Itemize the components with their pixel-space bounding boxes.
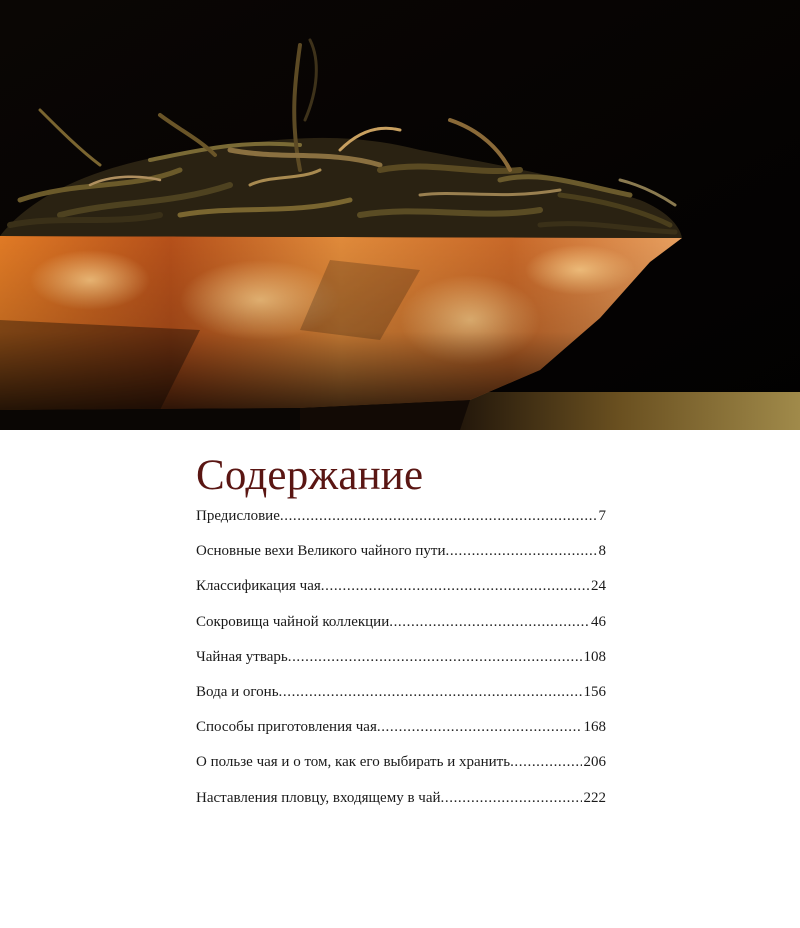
toc-item-page: 7 <box>598 508 606 524</box>
dot-leader <box>377 719 582 736</box>
toc-item-page: 46 <box>591 613 606 630</box>
toc-item-label: Чайная утварь <box>196 648 288 665</box>
toc-item[interactable] <box>196 649 606 684</box>
toc-item[interactable] <box>196 614 606 649</box>
table-of-contents <box>196 452 606 825</box>
toc-item-page: 206 <box>583 754 606 771</box>
toc-item[interactable] <box>196 508 606 543</box>
dot-leader <box>279 684 582 701</box>
toc-item-label: Классификация чая <box>196 578 321 595</box>
toc-item[interactable] <box>196 719 606 754</box>
dot-leader <box>389 614 589 631</box>
dot-leader <box>510 754 581 771</box>
hero-photo <box>0 0 800 430</box>
tea-bowl-illustration <box>0 0 800 430</box>
toc-title: Содержание <box>196 452 424 499</box>
toc-item-label: Вода и огонь <box>196 683 279 700</box>
toc-item-page: 108 <box>583 648 606 665</box>
toc-item-label: О пользе чая и о том, как его выбирать и хранить <box>196 754 511 771</box>
toc-item-label: Основные вехи Великого чайного пути <box>196 543 446 560</box>
toc-item-label: Наставления пловцу, входящему в чай <box>196 789 441 806</box>
toc-item-label: Способы приготовления чая <box>196 719 377 736</box>
toc-item[interactable] <box>196 578 606 613</box>
toc-item-page: 156 <box>583 683 606 700</box>
dot-leader <box>280 508 597 525</box>
dot-leader <box>288 649 582 666</box>
dot-leader <box>321 578 589 595</box>
toc-item-page: 24 <box>591 578 606 595</box>
toc-item[interactable] <box>196 684 606 719</box>
toc-item-label: Сокровища чайной коллекции <box>196 613 390 630</box>
toc-item-page: 222 <box>583 789 606 806</box>
dot-leader <box>445 543 596 560</box>
toc-item[interactable] <box>196 790 606 825</box>
dot-leader <box>441 790 582 807</box>
toc-item-label: Предисловие <box>196 508 280 524</box>
toc-list <box>196 508 606 825</box>
toc-item[interactable] <box>196 754 606 789</box>
toc-item-page: 168 <box>583 719 606 736</box>
toc-item[interactable] <box>196 543 606 578</box>
toc-item-page: 8 <box>598 543 606 560</box>
